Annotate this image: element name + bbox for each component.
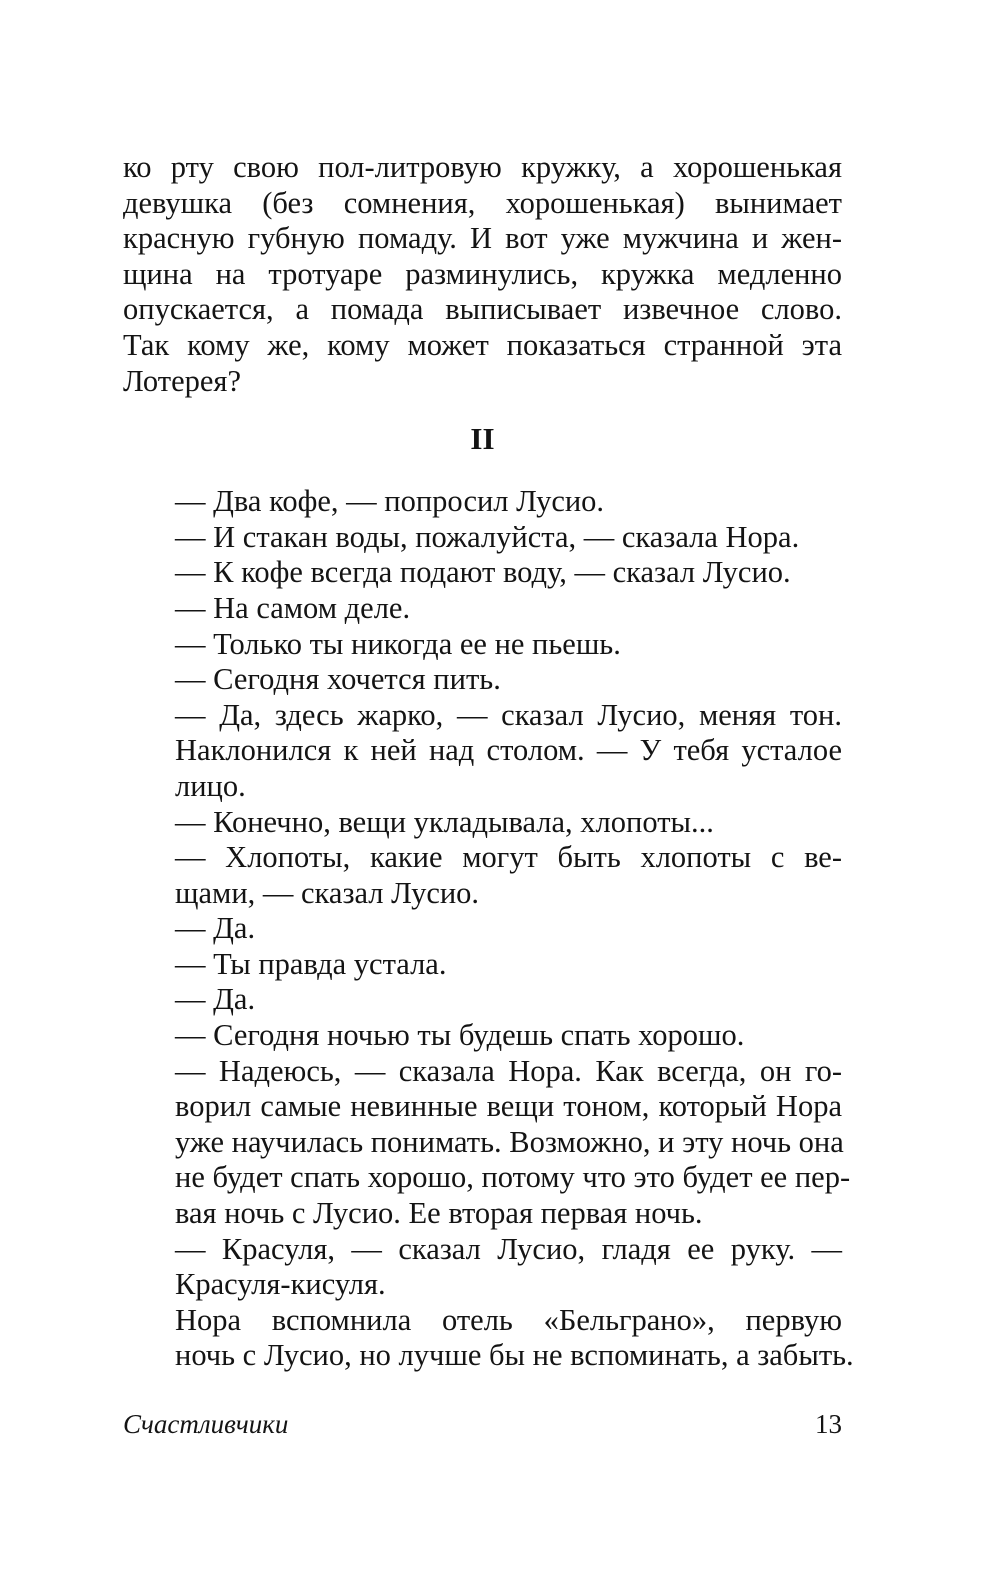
dialogue-paragraph [123, 1232, 842, 1303]
text-line: — Ты правда устала. [175, 946, 447, 981]
page-footer [123, 1406, 842, 1446]
text-line: — Конечно, вещи укладывала, хлопоты... [175, 804, 714, 839]
text-line: ночь с Лусио, но лучше бы не вспоминать, а забыть. [175, 1338, 854, 1373]
text-line: — И стакан воды, пожалуйста, — сказала Нора. [175, 519, 800, 554]
text-line: уже научилась понимать. Возможно, и эту ночь она [175, 1124, 844, 1159]
dialogue-paragraph [123, 555, 842, 591]
running-title: Счастливчики [123, 1409, 289, 1439]
page-text [123, 150, 854, 1374]
text-line: — Надеюсь, — сказала Нора. Как всегда, он го- [175, 1053, 842, 1088]
text-line: щами, — сказал Лусио. [175, 875, 480, 910]
text-line: не будет спать хорошо, потому что это будет ее пер- [175, 1160, 851, 1195]
text-line: Красуля-кисуля. [175, 1267, 386, 1302]
text-line: девушка (без сомнения, хорошенькая) вынимает [123, 185, 842, 220]
opening-paragraph [123, 150, 842, 399]
text-line: Так кому же, кому может показаться странной эта [123, 327, 842, 362]
dialogue-paragraph [123, 911, 842, 947]
text-line: ко рту свою пол-литровую кружку, а хорошенькая [123, 150, 842, 184]
text-line: — Сегодня хочется пить. [175, 662, 501, 697]
text-line: вая ночь с Лусио. Ее вторая первая ночь. [175, 1196, 703, 1231]
text-line: лицо. [175, 768, 246, 803]
dialogue-paragraph [123, 805, 842, 841]
text-line: — На самом деле. [175, 590, 411, 625]
text-line: — К кофе всегда подают воду, — сказал Лусио. [175, 555, 791, 590]
dialogue-paragraph [123, 520, 842, 556]
text-line: — Да. [175, 911, 256, 946]
text-line: щина на тротуаре разминулись, кружка медленно [123, 256, 842, 291]
dialogue-paragraph [123, 591, 842, 627]
dialogue-paragraph [123, 627, 842, 663]
dialogue-paragraph [123, 982, 842, 1018]
narrative-paragraph [123, 1302, 854, 1374]
section-heading: II [470, 421, 495, 457]
text-line: красную губную помаду. И вот уже мужчина и жен- [123, 221, 842, 256]
text-line: — Только ты никогда ее не пьешь. [175, 626, 621, 661]
dialogue-paragraph [123, 1018, 842, 1054]
text-line: Лотерея? [123, 363, 241, 398]
page-number: 13 [815, 1409, 842, 1439]
dialogue-paragraph [123, 484, 842, 520]
text-line: опускается, а помада выписывает извечное слово. [123, 292, 842, 327]
dialogue-paragraph [123, 662, 842, 698]
text-line: — Красуля, — сказал Лусио, гладя ее руку. — [175, 1231, 842, 1266]
dialogue-paragraph [123, 1053, 851, 1232]
text-line: ворил самые невинные вещи тоном, который Нора [175, 1089, 842, 1124]
text-line: — Сегодня ночью ты будешь спать хорошо. [175, 1018, 745, 1053]
text-line: — Да, здесь жарко, — сказал Лусио, меняя тон. [175, 697, 842, 732]
dialogue-paragraph [123, 698, 842, 805]
text-line: — Хлопоты, какие могут быть хлопоты с ве- [175, 840, 842, 875]
text-line: — Да. [175, 982, 256, 1017]
text-line: Наклонился к ней над столом. — У тебя усталое [175, 733, 842, 768]
text-line: Нора вспомнила отель «Бельграно», первую [175, 1302, 842, 1337]
dialogue-paragraph [123, 840, 842, 911]
dialogue-paragraph [123, 947, 842, 983]
text-line: — Два кофе, — попросил Лусио. [175, 484, 605, 519]
